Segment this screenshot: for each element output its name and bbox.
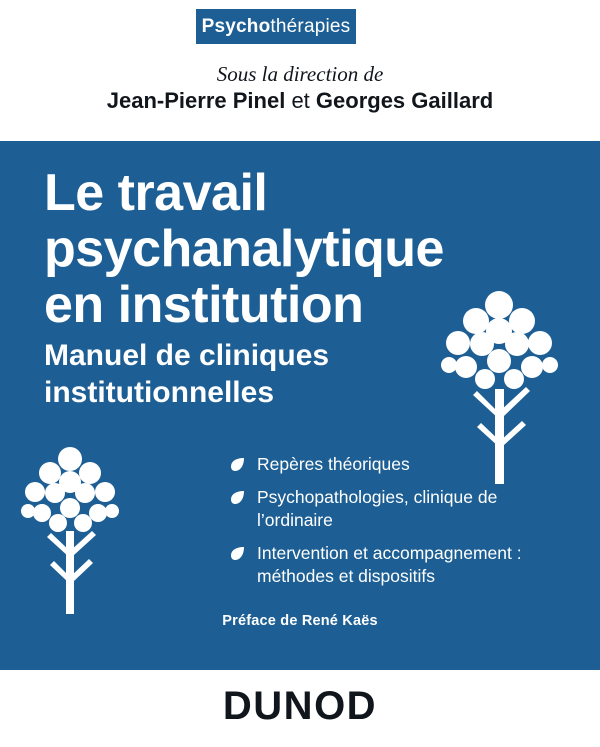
authors-conjunction: et — [285, 88, 316, 113]
title-line-1: Le travail — [44, 164, 268, 222]
author-primary: Jean-Pierre Pinel — [106, 88, 286, 113]
authors-line — [0, 88, 600, 114]
collection-badge-suffix: thérapies — [270, 15, 351, 37]
page-title — [44, 165, 524, 333]
list-item-label: Psychopathologies, clinique de l’ordinaire — [257, 487, 498, 530]
tree-icon — [8, 429, 133, 614]
cover-header — [0, 0, 600, 141]
feature-list — [230, 453, 560, 598]
leaf-icon — [230, 490, 245, 505]
cover-footer — [0, 670, 600, 747]
list-item — [230, 486, 560, 531]
direction-label: Sous la direction de — [216, 62, 384, 86]
preface-credit: Préface de René Kaës — [222, 613, 378, 629]
list-item-label: Intervention et accompagnement : méthodes et dispositifs — [257, 543, 522, 586]
title-line-2: psychanalytique — [44, 220, 444, 279]
list-item — [230, 542, 560, 587]
collection-badge — [196, 9, 356, 44]
subtitle-line-2: institutionnelles — [44, 375, 275, 409]
author-secondary: Georges Gaillard — [315, 88, 494, 113]
publisher-logo: DUNOD — [222, 684, 378, 728]
collection-badge-prefix: Psycho — [201, 15, 271, 37]
cover-main-panel — [0, 141, 600, 670]
page-subtitle — [44, 338, 514, 411]
list-item-label: Repères théoriques — [257, 454, 410, 474]
title-line-3: en institution — [44, 276, 364, 335]
leaf-icon — [230, 457, 245, 472]
leaf-icon — [230, 546, 245, 561]
list-item — [230, 453, 560, 475]
subtitle-line-1: Manuel de cliniques — [44, 339, 330, 372]
